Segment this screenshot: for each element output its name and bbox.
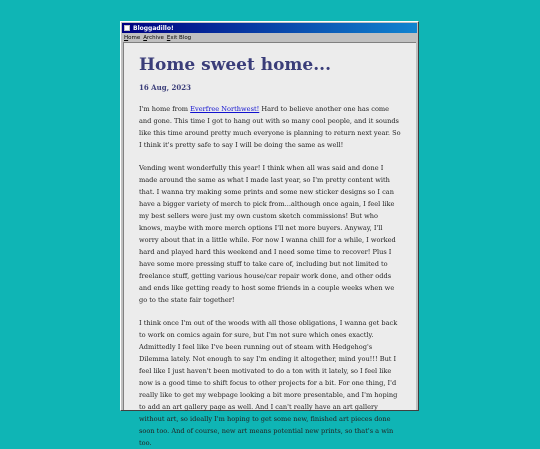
blog-window: [120, 21, 419, 447]
post-title: Home sweet home...: [139, 55, 331, 75]
everfree-northwest-link[interactable]: Everfree Northwest!: [190, 105, 260, 113]
post-date: 16 Aug, 2023: [139, 83, 191, 92]
post-content[interactable]: [123, 42, 416, 447]
app-icon: [124, 25, 130, 31]
title-bar[interactable]: [122, 23, 417, 33]
post-paragraph-3: I think once I'm out of the woods with all those obligations, I wanna get back to work on comics again for sure, but I'm not sure which ones exactly. Admittedly I feel like I've been running out of steam with Hedgehog's Dilemma lately. Not enough to say I'm ending it altogether, mind you!!! But I feel like I just haven't been motivated to do a ton with it lately, so I feel like now is a good time to shift focus to other projects for a bit. For one thing, I'd really like to get my webpage looking a bit more presentable, and I'm hoping to add an art gallery page as well. And I can't really have an art gallery without art, so ideally I'm hoping to get some new, finished art pieces done soon too. And of course, new art means potential new prints, so that's a win too.: [139, 319, 398, 447]
menu-home[interactable]: Home: [124, 35, 141, 41]
post-paragraph-1: I'm home from Everfree Northwest! Hard to believe another one has come and gone. This time I got to hang out with so many cool people, and it sounds like this time around pretty much everyone is planning to return next year. So I think it's pretty safe to say I will be doing the same as well!: [139, 105, 401, 149]
menu-bar: [121, 34, 418, 42]
window-title: Bloggadillo!: [133, 24, 174, 32]
menu-archive[interactable]: Archive: [143, 35, 164, 41]
post-paragraph-2: Vending went wonderfully this year! I think when all was said and done I made around the same as what I made last year, so I'm pretty content with that. I wanna try making some prints and some new sticker designs so I can have a bigger variety of merch to pick from...although once again, I feel like my best sellers were just my own custom sketch commissions! But who knows, maybe with more merch options I'll net more buyers. Anyway, I'll worry about that in a little while. For now I wanna chill for a while, I worked hard and played hard this weekend and I need some time to recover! Plus I have some more pressing stuff to take care of, including but not limited to freelance stuff, getting various house/car repair work done, and other odds and ends like getting ready to host some friends in a couple weeks when we go to the state fair together!: [139, 164, 396, 304]
menu-exit-blog[interactable]: Exit Blog: [166, 35, 192, 41]
